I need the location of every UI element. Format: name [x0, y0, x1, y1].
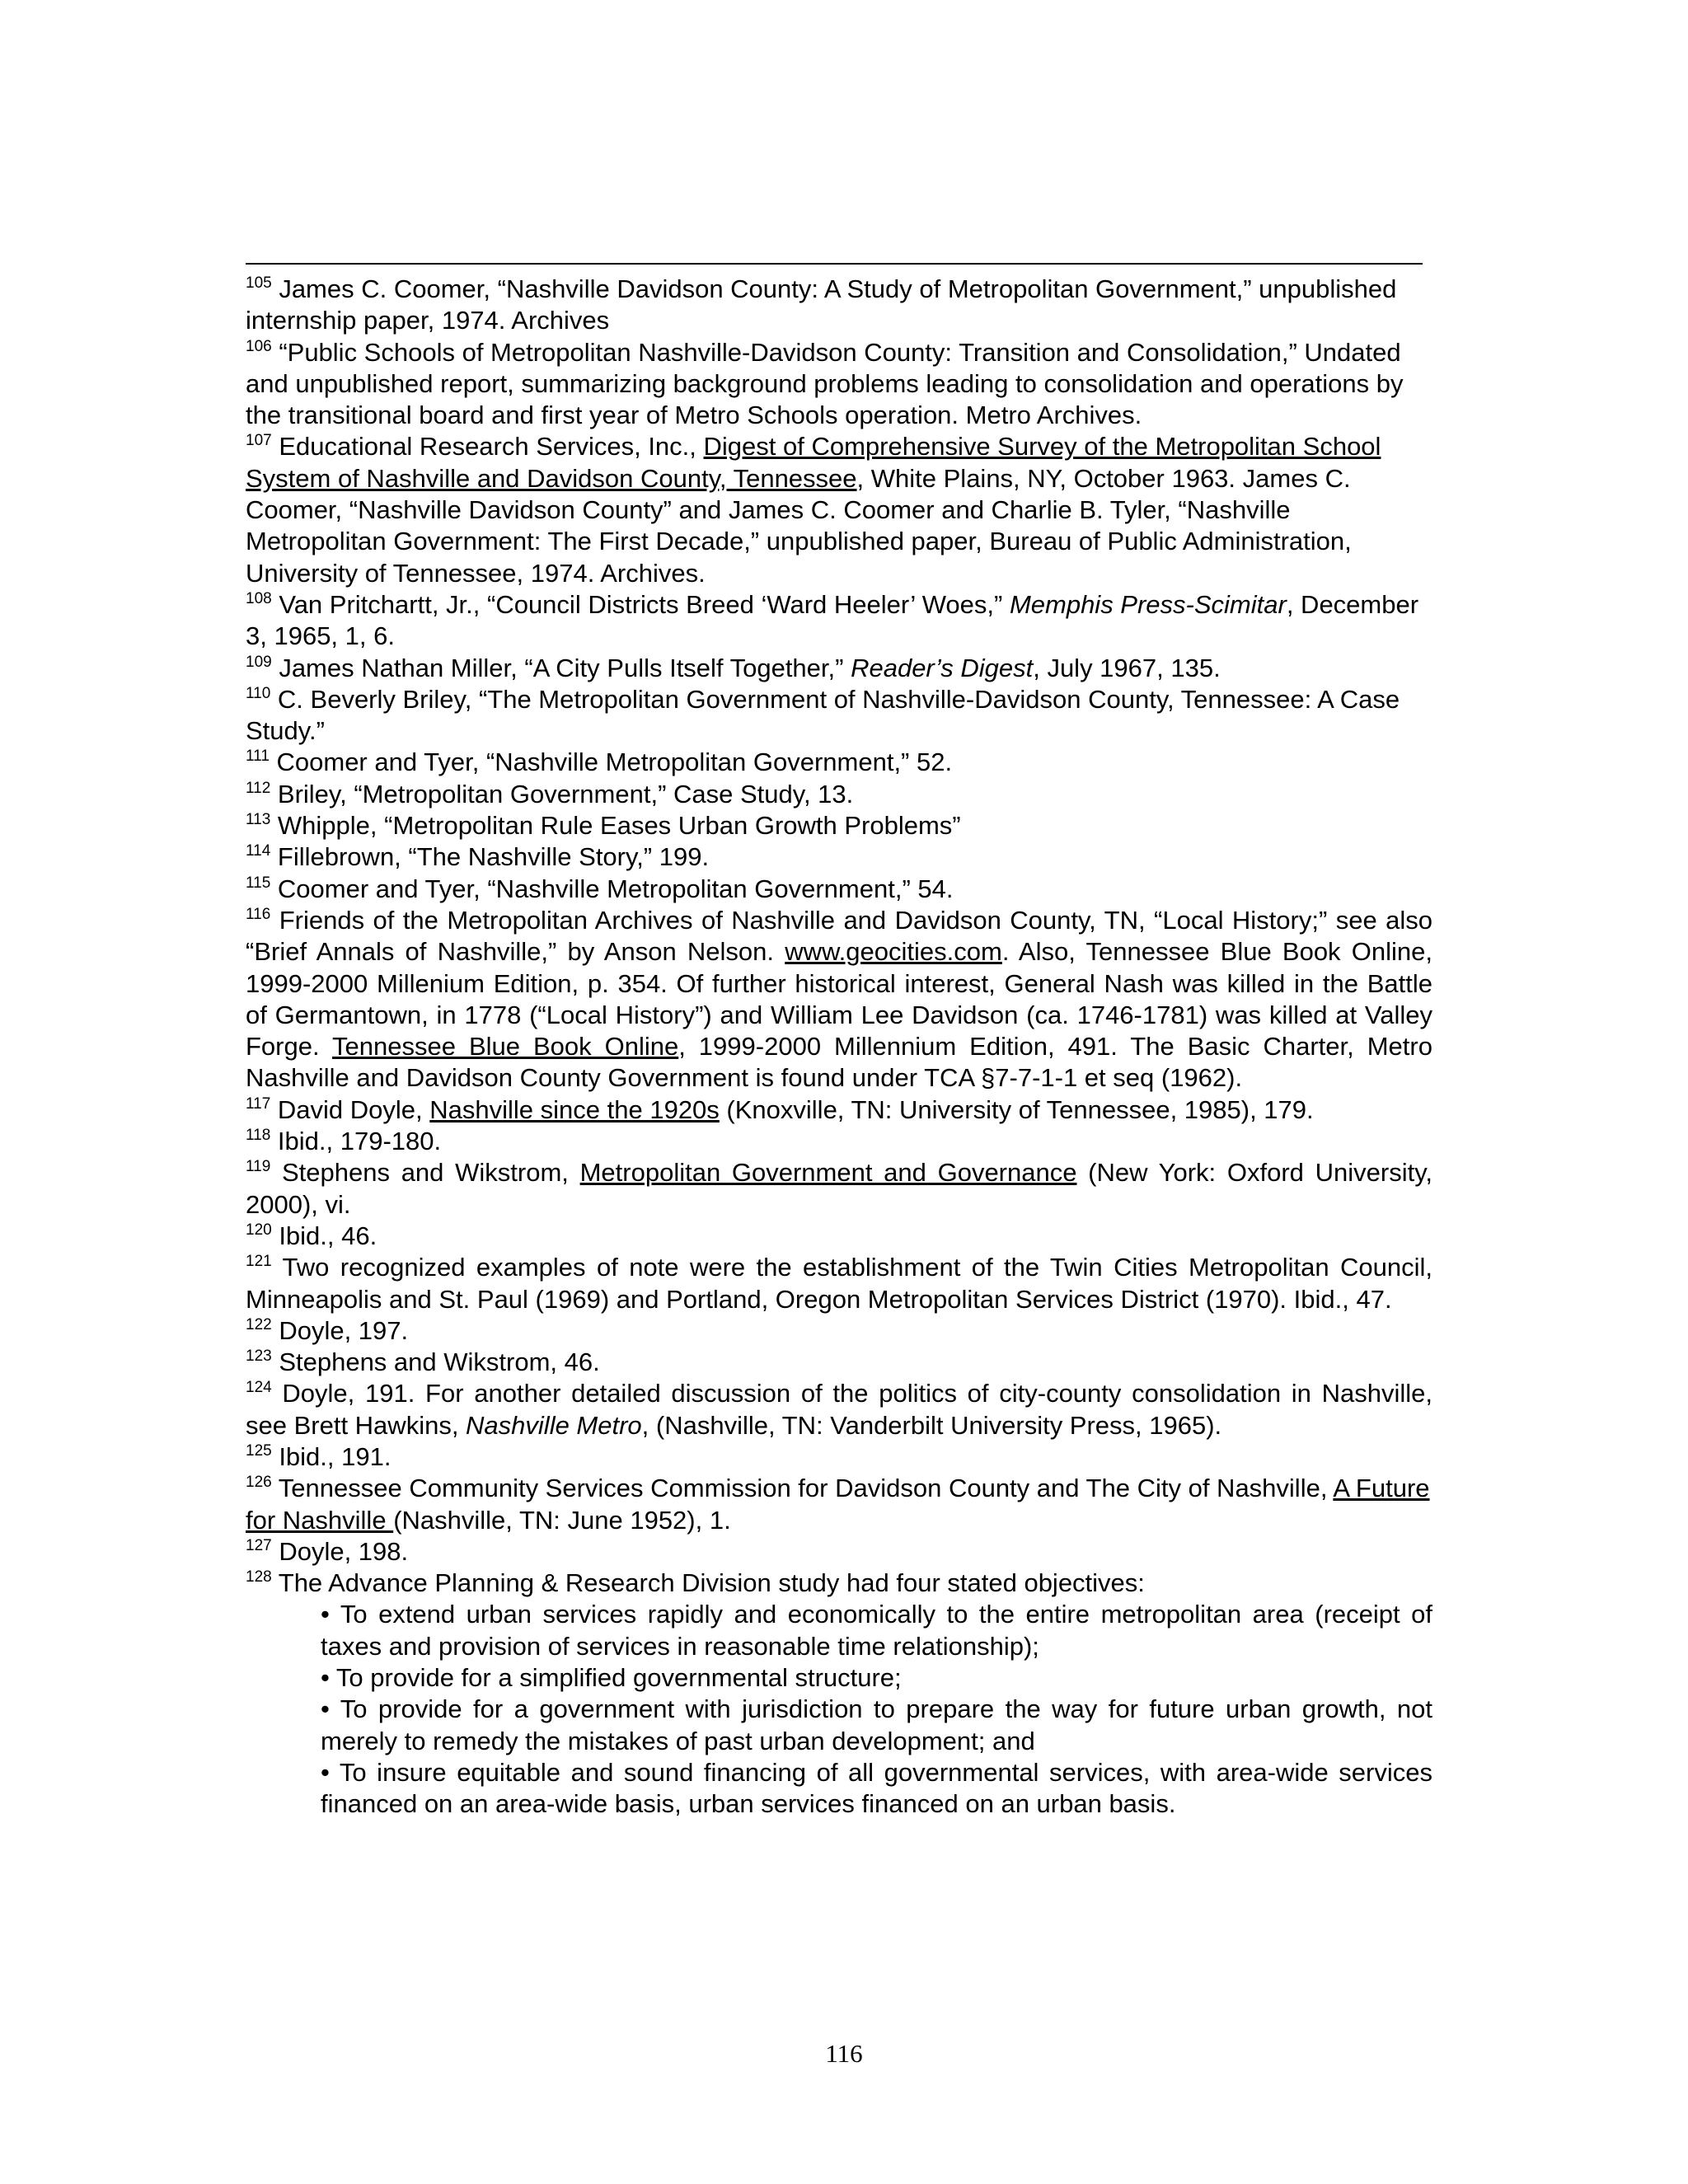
footnote — [246, 431, 1432, 588]
footnote-number: 109 — [246, 653, 272, 671]
footnote — [246, 1568, 1432, 1599]
footnote-text: David Doyle, — [270, 1094, 430, 1124]
footnote-text: Stephens and Wikstrom, — [270, 1158, 580, 1188]
footnote-text: (Nashville, TN: June 1952), 1. — [393, 1505, 731, 1535]
footnote — [246, 1157, 1432, 1221]
footnote-number: 126 — [246, 1474, 272, 1492]
footnote — [246, 874, 1432, 905]
underlined-title: A Future for Nashville — [246, 1474, 1430, 1535]
footnote-number: 112 — [246, 779, 271, 797]
footnote-number: 125 — [246, 1441, 272, 1460]
footnote — [246, 747, 1432, 778]
underlined-title: Metropolitan Government and Governance — [579, 1158, 1077, 1188]
footnote-number: 117 — [246, 1094, 271, 1113]
footnote-text: , White Plains, NY, October 1963. James C. Coomer, “Nashville Davidson County” and James C. Coomer and Charlie B. Tyler, “Nashville Metropolitan Government: The First Decade,” unpublished paper, Bureau of Public Administration, University of Tennessee, 1974. Archives. — [246, 463, 1352, 588]
footnote-number: 113 — [246, 811, 271, 829]
footnote — [246, 1221, 1432, 1252]
footnote-number: 115 — [246, 874, 271, 892]
footnote-number: 118 — [246, 1127, 271, 1145]
footnote-text: James Nathan Miller, “A City Pulls Itself Together,” — [271, 653, 851, 682]
footnote — [246, 779, 1432, 810]
objective-item: • To extend urban services rapidly and economically to the entire metropolitan area (receipt of taxes and provision of services in reasonable time relationship); — [321, 1600, 1432, 1661]
footnote-text: “Public Schools of Metropolitan Nashville-Davidson County: Transition and Consolidation,” Undated and unpublished report, summarizing background problems leading to consolidation and operations by the transitional board and first year of Metro Schools operation. Metro Archives. — [246, 337, 1404, 430]
footnote-text: Two recognized examples of note were the establishment of the Twin Cities Metropolitan Council, Minneapolis and St. Paul (1969) and Portland, Oregon Metropolitan Services District (1970). Ibid., 47. — [246, 1253, 1432, 1314]
footnote — [246, 589, 1432, 653]
footnote-number: 105 — [246, 274, 272, 292]
footnote-text: , (Nashville, TN: Vanderbilt University Press, 1965). — [641, 1410, 1222, 1440]
underlined-title: www.geocities.com — [785, 937, 1002, 967]
underlined-title: Nashville since the 1920s — [429, 1094, 720, 1124]
footnote — [246, 653, 1432, 684]
page-number: 116 — [825, 2039, 863, 2068]
footnote-text: Friends of the Metropolitan Archives of Nashville and Davidson County, TN, “Local History;” see also “Brief Annals of Nashville,” by Anson Nelson. — [246, 905, 1432, 967]
objective-item: • To provide for a simplified governmental structure; — [321, 1663, 902, 1693]
footnote-text: . Also, Tennessee Blue Book Online, 1999-2000 Millenium Edition, p. 354. Of further historical interest, General Nash was killed in the Battle of Germantown, in 1778 (“Local History”) and William Lee Davidson (ca. 1746-1781) was killed at Valley Forge. — [246, 937, 1432, 1062]
underlined-title: Tennessee Blue Book Online — [332, 1032, 679, 1062]
italic-title: Memphis Press-Scimitar — [1009, 589, 1287, 619]
footnote-text: Ibid., 191. — [271, 1441, 392, 1471]
footnote-number: 121 — [246, 1253, 272, 1271]
footnote-text: Doyle, 198. — [271, 1536, 409, 1566]
footnote — [246, 1126, 1432, 1157]
footnote-number: 123 — [246, 1347, 272, 1366]
footnote-number: 108 — [246, 589, 272, 607]
footnote-text: Ibid., 179-180. — [270, 1127, 442, 1156]
footnote-text: , July 1967, 135. — [1033, 653, 1221, 682]
footnote — [246, 337, 1432, 432]
footnote-text: Doyle, 197. — [271, 1315, 409, 1345]
footnote-number: 111 — [246, 748, 270, 766]
italic-title: Nashville Metro — [466, 1410, 642, 1440]
footnote-number: 128 — [246, 1568, 272, 1586]
footnote-number: 116 — [246, 905, 271, 923]
underlined-title: Digest of Comprehensive Survey of the Metropolitan School System of Nashville and Davidson County, Tennessee — [246, 432, 1381, 493]
footnote-text: C. Beverly Briley, “The Metropolitan Government of Nashville-Davidson County, Tennessee: A Case Study.” — [246, 684, 1400, 746]
footnote — [246, 1315, 1432, 1347]
footnote-text: (Knoxville, TN: University of Tennessee, 1985), 179. — [719, 1094, 1314, 1124]
footnote — [246, 841, 1432, 873]
footnote-text: James C. Coomer, “Nashville Davidson County: A Study of Metropolitan Government,” unpublished internship paper, 1974. Archives — [246, 274, 1397, 335]
footnote — [246, 1252, 1432, 1315]
footnote — [246, 1094, 1432, 1126]
footnote — [246, 1378, 1432, 1441]
footnote-text: Whipple, “Metropolitan Rule Eases Urban Growth Problems” — [270, 811, 961, 841]
italic-title: Reader’s Digest — [851, 653, 1034, 682]
footnotes-list — [246, 274, 1432, 1821]
objective-item: • To insure equitable and sound financing of all governmental services, with area-wide services financed on an area-wide basis, urban services financed on an urban basis. — [321, 1757, 1432, 1819]
footnote-number: 110 — [246, 684, 271, 702]
footnote-text: , 1999-2000 Millennium Edition, 491. The Basic Charter, Metro Nashville and Davidson County Government is found under TCA §7-7-1-1 et seq (1962). — [246, 1032, 1432, 1093]
footnote — [246, 905, 1432, 1094]
footnote-text: Educational Research Services, Inc., — [271, 432, 704, 462]
footnote-text: Ibid., 46. — [271, 1221, 377, 1250]
footnote-text: Coomer and Tyer, “Nashville Metropolitan Government,” 54. — [270, 874, 954, 903]
footnote-text: Coomer and Tyer, “Nashville Metropolitan Government,” 52. — [269, 748, 953, 777]
footnote-number: 124 — [246, 1379, 272, 1397]
footnote-text: Tennessee Community Services Commission for Davidson County and The City of Nashville, — [271, 1474, 1334, 1503]
footnote-number: 120 — [246, 1221, 272, 1239]
footnote — [246, 1536, 1432, 1568]
footnote-number: 106 — [246, 337, 272, 355]
footnote — [246, 1441, 1432, 1473]
footnote — [246, 1473, 1432, 1536]
footnote-number: 114 — [246, 842, 271, 860]
footnote — [246, 810, 1432, 841]
footnote-number: 119 — [246, 1158, 271, 1176]
footnote — [246, 684, 1432, 748]
footnote-separator — [246, 263, 1423, 265]
footnote-number: 107 — [246, 432, 272, 450]
footnote-text: , December 3, 1965, 1, 6. — [246, 589, 1419, 651]
footnote-text: Fillebrown, “The Nashville Story,” 199. — [270, 842, 710, 872]
footnote-number: 122 — [246, 1315, 272, 1333]
footnote — [246, 274, 1432, 337]
footnote — [246, 1347, 1432, 1378]
objective-item: • To provide for a government with jurisdiction to prepare the way for future urban growth, not merely to remedy the mistakes of past urban development; and — [321, 1694, 1432, 1755]
footnote-text: Van Pritchartt, Jr., “Council Districts Breed ‘Ward Heeler’ Woes,” — [271, 589, 1010, 619]
footnote-text: Briley, “Metropolitan Government,” Case Study, 13. — [270, 779, 854, 808]
footnote-text: Doyle, 191. For another detailed discussion of the politics of city-county consolidation in Nashville, see Brett Hawkins, — [246, 1379, 1432, 1440]
footnote-number: 127 — [246, 1536, 272, 1554]
footnote-text: The Advance Planning & Research Division study had four stated objectives: — [271, 1568, 1145, 1598]
footnote-text: Stephens and Wikstrom, 46. — [271, 1347, 600, 1377]
footnote-text: (New York: Oxford University, 2000), vi. — [246, 1158, 1433, 1219]
